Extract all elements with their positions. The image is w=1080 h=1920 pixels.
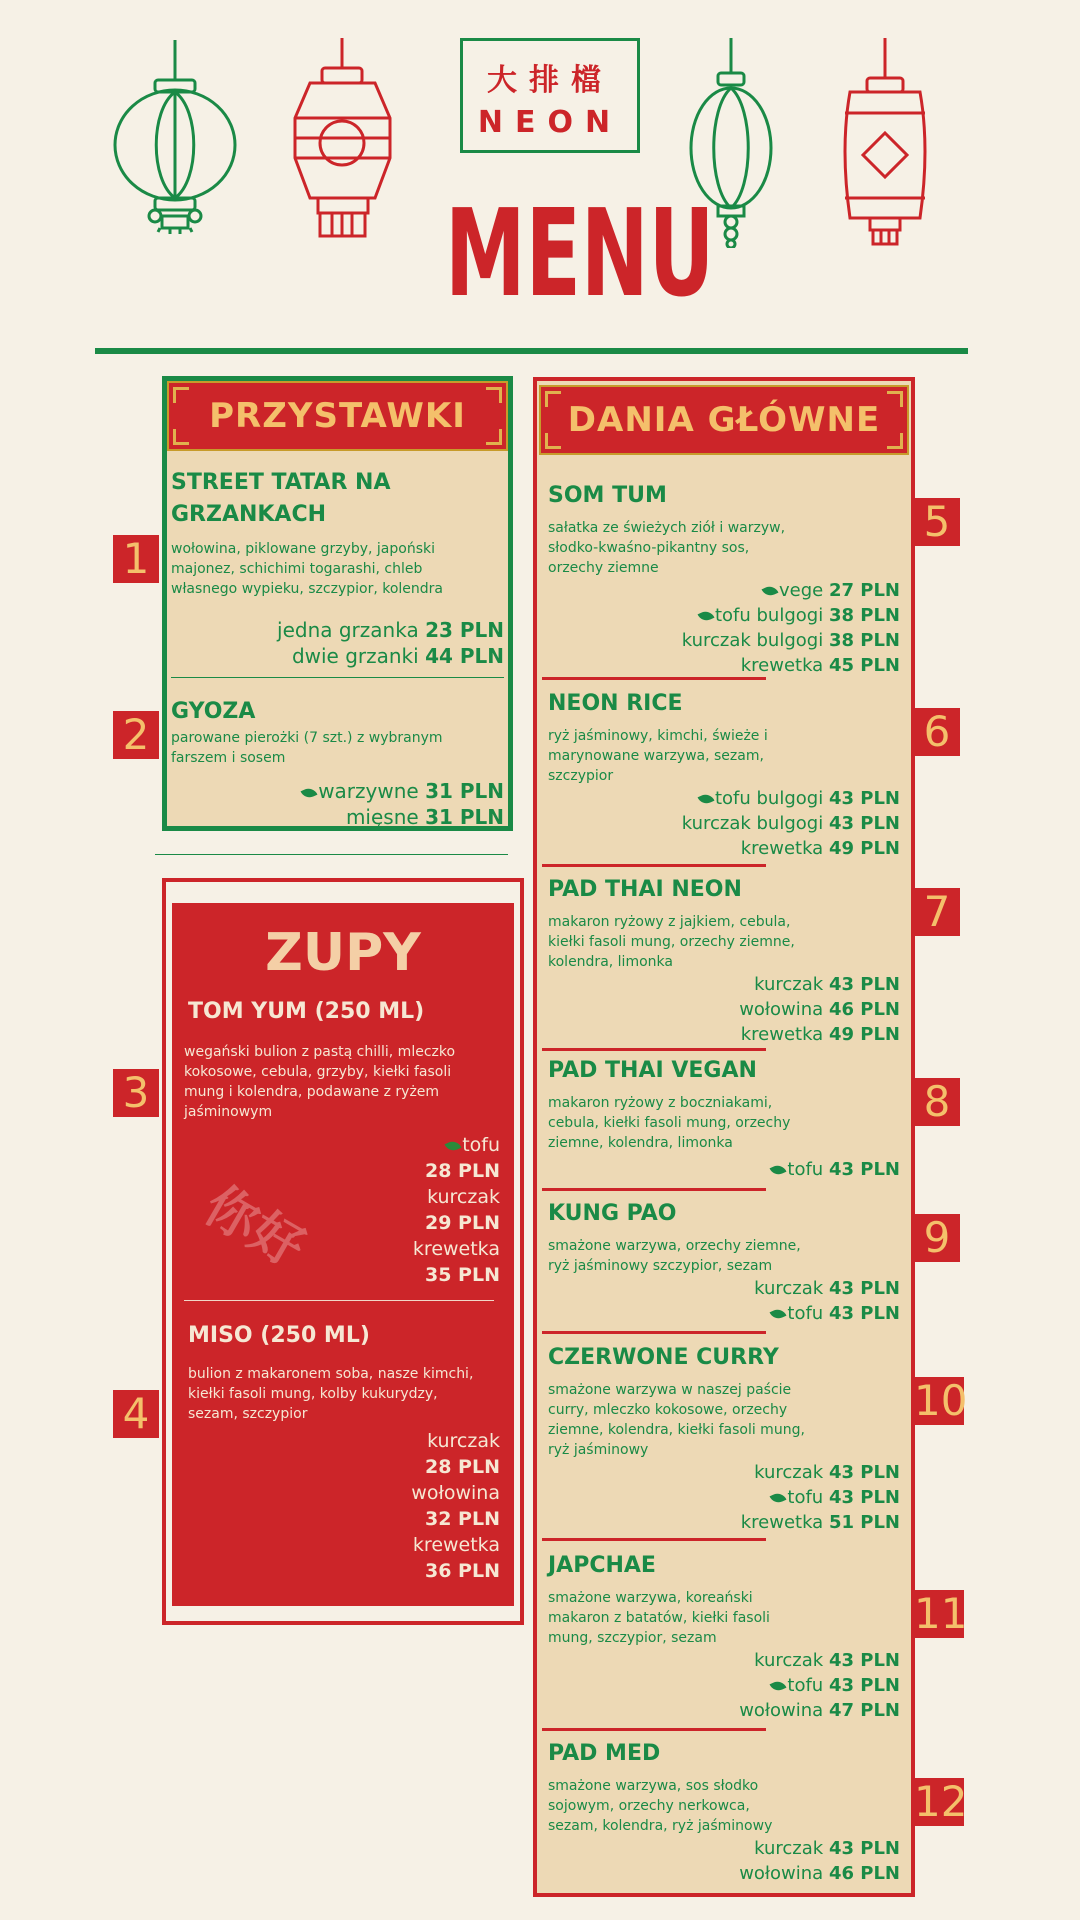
dish-japchae (548, 1550, 900, 1723)
dish-description: wołowina, piklowane grzyby, japoński majonez, schichimi togarashi, chleb własnego wypieku, szczypior, kolendra (171, 541, 444, 597)
dish-kung-pao (548, 1198, 900, 1326)
dish-description: smażone warzywa, koreański makaron z batatów, kiełki fasoli mung, szczypior, sezam (548, 1590, 770, 1646)
divider (184, 1300, 494, 1301)
item-number: 4 (113, 1390, 159, 1438)
lantern-icon (110, 40, 240, 235)
dish-pad-thai-vegan (548, 1055, 900, 1182)
price-row: kurczak 43 PLN (754, 1462, 900, 1483)
price-row: krewetka 49 PLN (740, 838, 900, 859)
price-label: kurczak (427, 1186, 500, 1208)
dish-description: smażone warzywa, sos słodko sojowym, orzechy nerkowca, sezam, kolendra, ryż jaśminowy (548, 1778, 773, 1834)
price-row: tofu bulgogi 38 PLN (548, 603, 900, 628)
soups-heading: ZUPY (265, 923, 421, 983)
divider (542, 1728, 766, 1731)
price-row: krewetka 51 PLN (740, 1512, 900, 1533)
price-row: tofu 43 PLN (548, 1301, 900, 1326)
dish-description: smażone warzywa w naszej paście curry, mleczko kokosowe, orzechy ziemne, kolendra, kiełki fasoli mung, ryż jaśminowy (548, 1382, 805, 1458)
divider (542, 1048, 766, 1051)
item-number: 2 (113, 711, 159, 759)
leaf-icon (762, 584, 779, 599)
dish-description: sałatka ze świeżych ziół i warzyw, słodko-kwaśno-pikantny sos, orzechy ziemne (548, 520, 786, 576)
price-label: krewetka (412, 1534, 500, 1556)
price-value: 35 PLN (425, 1264, 500, 1286)
item-number: 12 (914, 1777, 968, 1826)
item-number: 7 (914, 888, 960, 936)
restaurant-logo (460, 38, 640, 153)
dish-neon-rice (548, 688, 900, 861)
price-value: 29 PLN (425, 1212, 500, 1234)
section-divider (155, 854, 508, 855)
leaf-icon (301, 786, 318, 801)
item-number: 11 (914, 1589, 968, 1638)
dish-title: STREET TATAR NA GRZANKACH (171, 470, 391, 527)
logo-chinese: 大排檔 (487, 63, 613, 98)
price-row: tofu 43 PLN (548, 1157, 900, 1182)
dish-title: NEON RICE (548, 691, 683, 716)
dish-description: bulion z makaronem soba, nasze kimchi, kiełki fasoli mung, kolby kukurydzy, sezam, szczypior (188, 1366, 474, 1422)
header-divider (95, 348, 968, 354)
divider (542, 1331, 766, 1334)
dish-czerwone-curry (548, 1342, 900, 1535)
price-value: 28 PLN (425, 1160, 500, 1182)
price-label: krewetka (412, 1238, 500, 1260)
price-row: krewetka 49 PLN (740, 1024, 900, 1045)
leaf-icon (770, 1163, 787, 1178)
dish-description: wegański bulion z pastą chilli, mleczko kokosowe, cebula, grzyby, kiełki fasoli mung i kolendra, podawane z ryżem jaśminowym (184, 1044, 456, 1120)
item-number: 10 (914, 1376, 968, 1425)
price-row: mięsne 31 PLN (345, 805, 504, 829)
mains-heading: DANIA GŁÓWNE (567, 400, 881, 440)
starters-panel (162, 376, 513, 831)
divider (542, 1538, 766, 1541)
dish-description: parowane pierożki (7 szt.) z wybranym farszem i sosem (171, 730, 443, 766)
price-row: tofu bulgogi 43 PLN (548, 786, 900, 811)
menu-title: MENU (445, 185, 715, 324)
price-row: tofu 43 PLN (548, 1673, 900, 1698)
leaf-icon (698, 792, 715, 807)
dish-title: GYOZA (171, 699, 256, 724)
divider (542, 864, 766, 867)
price-row: krewetka 45 PLN (740, 655, 900, 676)
dish-title: KUNG PAO (548, 1201, 677, 1226)
price-row: jedna grzanka 23 PLN (277, 618, 504, 642)
mains-banner (539, 385, 909, 455)
soups-panel (172, 903, 514, 1606)
watermark: 你好 (194, 1175, 315, 1280)
lantern-icon (290, 38, 395, 238)
logo-brand: NEON (477, 105, 623, 140)
lantern-icon (835, 38, 935, 248)
dish-som-tum (548, 480, 900, 678)
price-row: wołowina 47 PLN (739, 1700, 900, 1721)
price-row: kurczak 43 PLN (754, 1278, 900, 1299)
item-number: 1 (113, 535, 159, 583)
dish-title: SOM TUM (548, 483, 667, 508)
price-row: kurczak 43 PLN (754, 1650, 900, 1671)
dish-title: PAD THAI NEON (548, 877, 742, 902)
price-row: kurczak bulgogi 38 PLN (681, 630, 900, 651)
dish-title: PAD MED (548, 1741, 661, 1766)
divider (171, 677, 504, 678)
divider (542, 677, 766, 680)
dish-description: makaron ryżowy z jajkiem, cebula, kiełki fasoli mung, orzechy ziemne, kolendra, limonka (548, 914, 795, 970)
item-number: 8 (914, 1078, 960, 1126)
price-row: kurczak 43 PLN (754, 1838, 900, 1859)
price-row: dwie grzanki 44 PLN (291, 644, 504, 668)
price-label: tofu (184, 1132, 500, 1158)
dish-title: PAD THAI VEGAN (548, 1058, 757, 1083)
dish-pad-med (548, 1738, 900, 1886)
price-row: kurczak 43 PLN (754, 974, 900, 995)
dish-description: ryż jaśminowy, kimchi, świeże i marynowane warzywa, sezam, szczypior (548, 728, 768, 784)
dish-title: JAPCHAE (548, 1553, 656, 1578)
price-value: 28 PLN (425, 1456, 500, 1478)
starters-banner (167, 381, 508, 451)
leaf-icon (770, 1491, 787, 1506)
leaf-icon (770, 1307, 787, 1322)
leaf-icon (698, 609, 715, 624)
dish-description: smażone warzywa, orzechy ziemne, ryż jaśminowy szczypior, sezam (548, 1238, 801, 1274)
dish-pad-thai-neon (548, 874, 900, 1047)
item-number: 5 (914, 498, 960, 546)
price-row: wołowina 46 PLN (739, 999, 900, 1020)
item-number: 3 (113, 1069, 159, 1117)
divider (542, 1188, 766, 1191)
price-value: 36 PLN (425, 1560, 500, 1582)
dish-description: makaron ryżowy z boczniakami, cebula, kiełki fasoli mung, orzechy ziemne, kolendra, limonka (548, 1095, 791, 1151)
price-row: kurczak bulgogi 43 PLN (681, 813, 900, 834)
dish-title: MISO (250 ML) (188, 1323, 370, 1348)
price-row: warzywne 31 PLN (171, 778, 504, 804)
price-label: wołowina (411, 1482, 500, 1504)
item-number: 9 (914, 1214, 960, 1262)
price-row: wołowina 46 PLN (739, 1863, 900, 1884)
price-label: kurczak (427, 1430, 500, 1452)
price-row: tofu 43 PLN (548, 1485, 900, 1510)
price-value: 32 PLN (425, 1508, 500, 1530)
starters-heading: PRZYSTAWKI (209, 396, 466, 436)
item-number: 6 (914, 708, 960, 756)
dish-title: CZERWONE CURRY (548, 1345, 779, 1370)
price-row: vege 27 PLN (548, 578, 900, 603)
leaf-icon (770, 1679, 787, 1694)
dish-title: TOM YUM (250 ML) (188, 999, 425, 1024)
